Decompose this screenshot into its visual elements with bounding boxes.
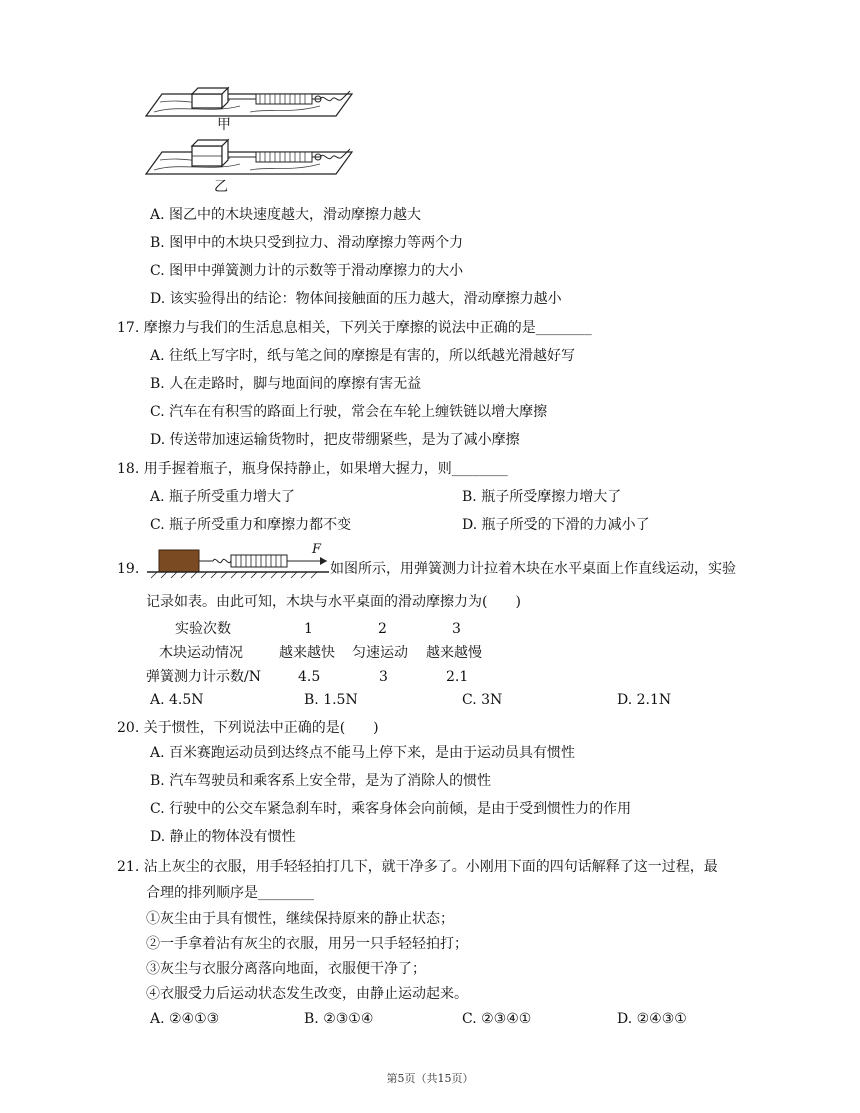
table-reading-1: 4.5	[298, 669, 321, 685]
spring-scale	[256, 152, 312, 162]
statement-2: ②一手拿着沾有灰尘的衣服，用另一只手轻轻拍打；	[146, 936, 468, 952]
table-reading-2: 3	[379, 669, 388, 685]
option-21-a: A. ②④①③	[150, 1011, 220, 1027]
question-18-stem: 18. 用手握着瓶子，瓶身保持静止，如果增大握力，则________	[117, 461, 508, 477]
question-20-stem: 20. 关于惯性，下列说法中正确的是( )	[117, 720, 379, 736]
option-19-c: C. 3N	[462, 692, 503, 708]
option-20-a: A. 百米赛跑运动员到达终点不能马上停下来，是由于运动员具有惯性	[150, 745, 576, 761]
statement-4: ④衣服受力后运动状态发生改变，由静止运动起来。	[146, 986, 468, 1002]
option-20-d: D. 静止的物体没有惯性	[150, 829, 296, 845]
table-header-motion: 木块运动情况	[159, 645, 243, 661]
question-19-stem-line2: 记录如表。由此可知，木块与水平桌面的滑动摩擦力为( )	[146, 594, 521, 610]
option-17-b: B. 人在走路时，脚与地面间的摩擦有害无益	[150, 376, 422, 392]
question-21-stem-line2: 合理的排列顺序是________	[146, 885, 314, 901]
force-label: F	[312, 542, 322, 557]
statement-1: ①灰尘由于具有惯性，继续保持原来的静止状态；	[146, 911, 454, 927]
question-19-stem-line1: 如图所示，用弹簧测力计拉着木块在水平桌面上作直线运动，实验	[330, 561, 736, 577]
option-20-c: C. 行驶中的公交车紧急刹车时，乘客身体会向前倾，是由于受到惯性力的作用	[150, 801, 632, 817]
option-21-b: B. ②③①④	[304, 1011, 374, 1027]
option-16-a: A. 图乙中的木块速度越大，滑动摩擦力越大	[150, 207, 422, 223]
option-21-d: D. ②④③①	[617, 1011, 687, 1027]
table-trial-3: 3	[452, 621, 461, 637]
wood-block	[192, 88, 228, 108]
table-reading-3: 2.1	[446, 669, 469, 685]
spring-scale	[256, 94, 312, 104]
option-16-c: C. 图甲中弹簧测力计的示数等于滑动摩擦力的大小	[150, 263, 464, 279]
table-header-trial: 实验次数	[175, 621, 231, 637]
table-header-reading: 弹簧测力计示数/N	[146, 669, 261, 685]
question-17-stem: 17. 摩擦力与我们的生活息息相关，下列关于摩擦的说法中正确的是________	[117, 320, 592, 336]
wood-block-stacked	[192, 140, 228, 166]
page-footer: 第5页（共15页）	[386, 1072, 474, 1085]
option-19-d: D. 2.1N	[617, 692, 672, 708]
option-18-d: D. 瓶子所受的下滑的力减小了	[462, 517, 650, 533]
table-motion-1: 越来越快	[279, 645, 335, 661]
figure-yi	[140, 136, 360, 182]
option-18-a: A. 瓶子所受重力增大了	[150, 489, 296, 505]
option-18-c: C. 瓶子所受重力和摩擦力都不变	[150, 517, 352, 533]
table-motion-3: 越来越慢	[426, 645, 482, 661]
figure-19	[143, 544, 333, 580]
question-19-number: 19.	[117, 561, 140, 577]
option-19-b: B. 1.5N	[304, 692, 358, 708]
table-motion-2: 匀速运动	[352, 645, 408, 661]
option-21-c: C. ②③④①	[462, 1011, 532, 1027]
option-18-b: B. 瓶子所受摩擦力增大了	[462, 489, 622, 505]
option-16-d: D. 该实验得出的结论：物体间接触面的压力越大，滑动摩擦力越小	[150, 291, 562, 307]
statement-3: ③灰尘与衣服分离落向地面，衣服便干净了；	[146, 961, 426, 977]
option-16-b: B. 图甲中的木块只受到拉力、滑动摩擦力等两个力	[150, 235, 464, 251]
figure-caption-jia: 甲	[217, 117, 231, 133]
option-20-b: B. 汽车驾驶员和乘客系上安全带，是为了消除人的惯性	[150, 773, 492, 789]
wood-block	[159, 550, 199, 572]
figure-jia	[140, 78, 360, 124]
table-trial-2: 2	[378, 621, 387, 637]
option-17-a: A. 往纸上写字时，纸与笔之间的摩擦是有害的，所以纸越光滑越好写	[150, 348, 576, 364]
spring-scale	[231, 555, 287, 567]
table-trial-1: 1	[304, 621, 313, 637]
figure-caption-yi: 乙	[214, 179, 228, 195]
option-17-c: C. 汽车在有积雪的路面上行驶，常会在车轮上缠铁链以增大摩擦	[150, 404, 548, 420]
question-21-stem-line1: 21. 沾上灰尘的衣服，用手轻轻拍打几下，就干净多了。小刚用下面的四句话解释了这一过程，最	[117, 859, 718, 875]
option-17-d: D. 传送带加速运输货物时，把皮带绷紧些，是为了减小摩擦	[150, 432, 520, 448]
option-19-a: A. 4.5N	[150, 692, 204, 708]
